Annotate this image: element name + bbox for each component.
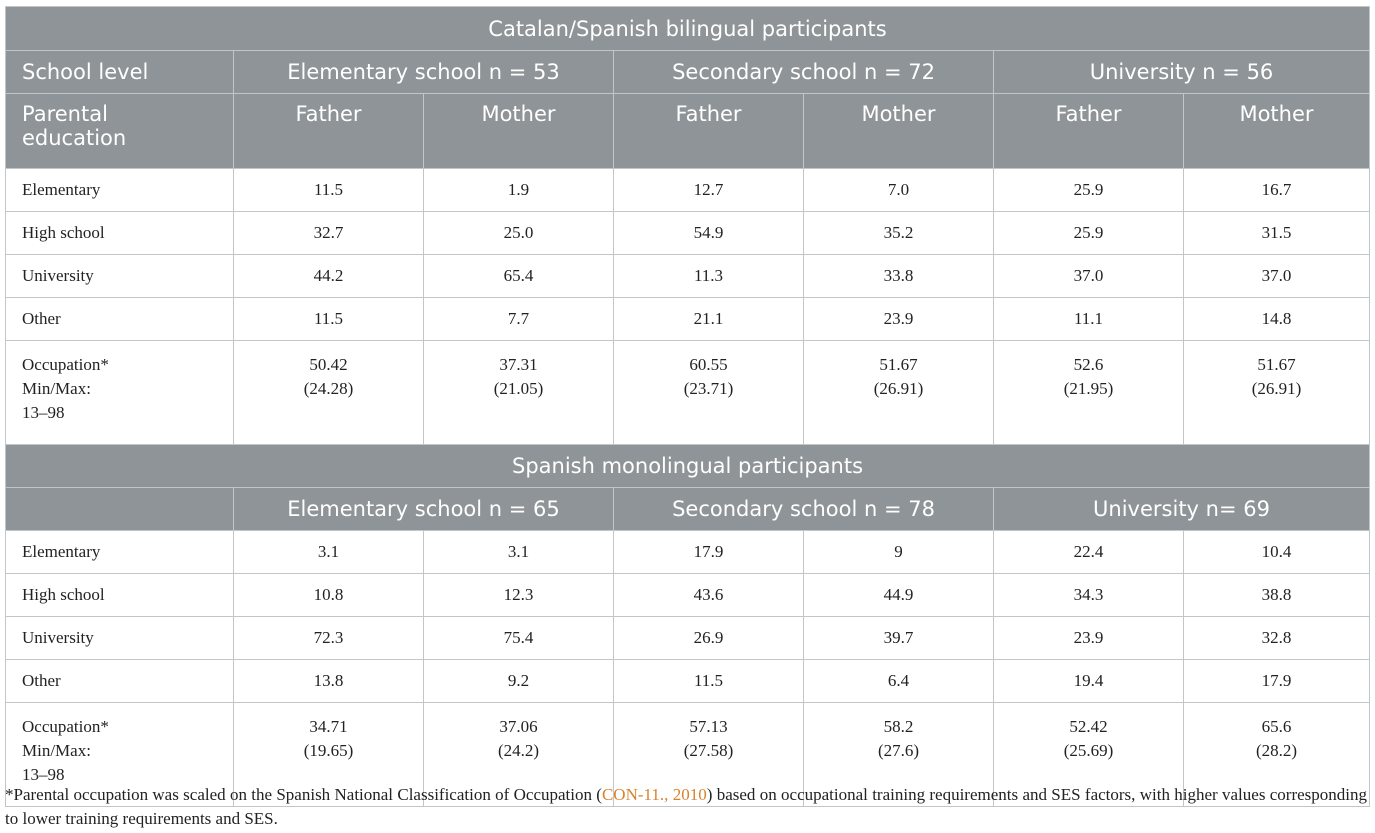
table-cell: 1.9 <box>424 169 614 212</box>
father-header: Father <box>614 94 804 169</box>
occupation-cell: 57.13 (27.58) <box>614 703 804 807</box>
occupation-cell: 51.67 (26.91) <box>1184 341 1370 445</box>
table-cell: 22.4 <box>994 531 1184 574</box>
table-cell: 34.3 <box>994 574 1184 617</box>
table-cell: 37.0 <box>994 255 1184 298</box>
s1-group-secondary: Secondary school n = 72 <box>614 51 994 94</box>
table-cell: 17.9 <box>614 531 804 574</box>
mother-header: Mother <box>1184 94 1370 169</box>
table-cell: 43.6 <box>614 574 804 617</box>
table-cell: 65.4 <box>424 255 614 298</box>
father-header: Father <box>994 94 1184 169</box>
table-row <box>6 531 1370 574</box>
table-cell: 11.5 <box>234 298 424 341</box>
table-cell: 25.9 <box>994 212 1184 255</box>
demographics-table <box>5 6 1370 807</box>
occupation-cell: 58.2 (27.6) <box>804 703 994 807</box>
occupation-cell: 50.42 (24.28) <box>234 341 424 445</box>
table-cell: 75.4 <box>424 617 614 660</box>
footnote-text-before: *Parental occupation was scaled on the Spanish National Classification of Occupation ( <box>5 785 602 804</box>
row-label: High school <box>6 212 234 255</box>
table-cell: 7.0 <box>804 169 994 212</box>
table-cell: 23.9 <box>804 298 994 341</box>
table-row <box>6 617 1370 660</box>
table-cell: 12.7 <box>614 169 804 212</box>
footnote-text-after: ) based on occupational training requirements and SES factors, with higher values corresponding to lower training requirements and SES. <box>5 785 1367 828</box>
table-cell: 23.9 <box>994 617 1184 660</box>
s2-group-university: University n= 69 <box>994 488 1370 531</box>
table-cell: 17.9 <box>1184 660 1370 703</box>
table-cell: 11.3 <box>614 255 804 298</box>
occupation-cell: 37.06 (24.2) <box>424 703 614 807</box>
s2-group-secondary: Secondary school n = 78 <box>614 488 994 531</box>
occupation-cell: 52.42 (25.69) <box>994 703 1184 807</box>
table-cell: 3.1 <box>424 531 614 574</box>
table-cell: 11.1 <box>994 298 1184 341</box>
row-label: High school <box>6 574 234 617</box>
occupation-label: Occupation* Min/Max: 13–98 <box>6 341 234 445</box>
table-cell: 9 <box>804 531 994 574</box>
table-cell: 44.9 <box>804 574 994 617</box>
occupation-cell: 60.55 (23.71) <box>614 341 804 445</box>
s2-group-elementary: Elementary school n = 65 <box>234 488 614 531</box>
table-row <box>6 660 1370 703</box>
table-cell: 39.7 <box>804 617 994 660</box>
table-footnote <box>5 783 1367 831</box>
table-cell: 33.8 <box>804 255 994 298</box>
table-cell: 7.7 <box>424 298 614 341</box>
table-cell: 38.8 <box>1184 574 1370 617</box>
citation-link[interactable]: CON-11., 2010 <box>601 785 707 804</box>
table-cell: 12.3 <box>424 574 614 617</box>
table-cell: 13.8 <box>234 660 424 703</box>
row-label: Other <box>6 298 234 341</box>
occupation-label: Occupation* Min/Max: 13–98 <box>6 703 234 807</box>
table-row <box>6 255 1370 298</box>
s1-group-elementary: Elementary school n = 53 <box>234 51 614 94</box>
s1-group-university: University n = 56 <box>994 51 1370 94</box>
table-cell: 54.9 <box>614 212 804 255</box>
table-cell: 9.2 <box>424 660 614 703</box>
table-cell: 72.3 <box>234 617 424 660</box>
table-row <box>6 212 1370 255</box>
table-cell: 11.5 <box>614 660 804 703</box>
row-label: Other <box>6 660 234 703</box>
occupation-cell: 51.67 (26.91) <box>804 341 994 445</box>
table-cell: 16.7 <box>1184 169 1370 212</box>
table-cell: 10.8 <box>234 574 424 617</box>
parental-education-header: Parental education <box>6 94 234 169</box>
table-cell: 35.2 <box>804 212 994 255</box>
mother-header: Mother <box>804 94 994 169</box>
table-cell: 11.5 <box>234 169 424 212</box>
empty-header-cell <box>6 488 234 531</box>
row-label: University <box>6 255 234 298</box>
table-cell: 31.5 <box>1184 212 1370 255</box>
table-cell: 25.9 <box>994 169 1184 212</box>
table-cell: 6.4 <box>804 660 994 703</box>
row-label: Elementary <box>6 531 234 574</box>
occupation-cell: 52.6 (21.95) <box>994 341 1184 445</box>
table-cell: 14.8 <box>1184 298 1370 341</box>
occupation-cell: 37.31 (21.05) <box>424 341 614 445</box>
section2-title: Spanish monolingual participants <box>6 445 1370 488</box>
table-cell: 21.1 <box>614 298 804 341</box>
table-cell: 37.0 <box>1184 255 1370 298</box>
occupation-cell: 65.6 (28.2) <box>1184 703 1370 807</box>
table-cell: 3.1 <box>234 531 424 574</box>
table-row <box>6 169 1370 212</box>
table-cell: 32.8 <box>1184 617 1370 660</box>
school-level-header: School level <box>6 51 234 94</box>
occupation-cell: 34.71 (19.65) <box>234 703 424 807</box>
table-cell: 32.7 <box>234 212 424 255</box>
table-cell: 19.4 <box>994 660 1184 703</box>
table-row <box>6 298 1370 341</box>
father-header: Father <box>234 94 424 169</box>
mother-header: Mother <box>424 94 614 169</box>
table-cell: 25.0 <box>424 212 614 255</box>
section1-title: Catalan/Spanish bilingual participants <box>6 7 1370 51</box>
row-label: Elementary <box>6 169 234 212</box>
row-label: University <box>6 617 234 660</box>
occupation-row <box>6 341 1370 445</box>
table-cell: 10.4 <box>1184 531 1370 574</box>
table-cell: 44.2 <box>234 255 424 298</box>
table-cell: 26.9 <box>614 617 804 660</box>
table-row <box>6 574 1370 617</box>
